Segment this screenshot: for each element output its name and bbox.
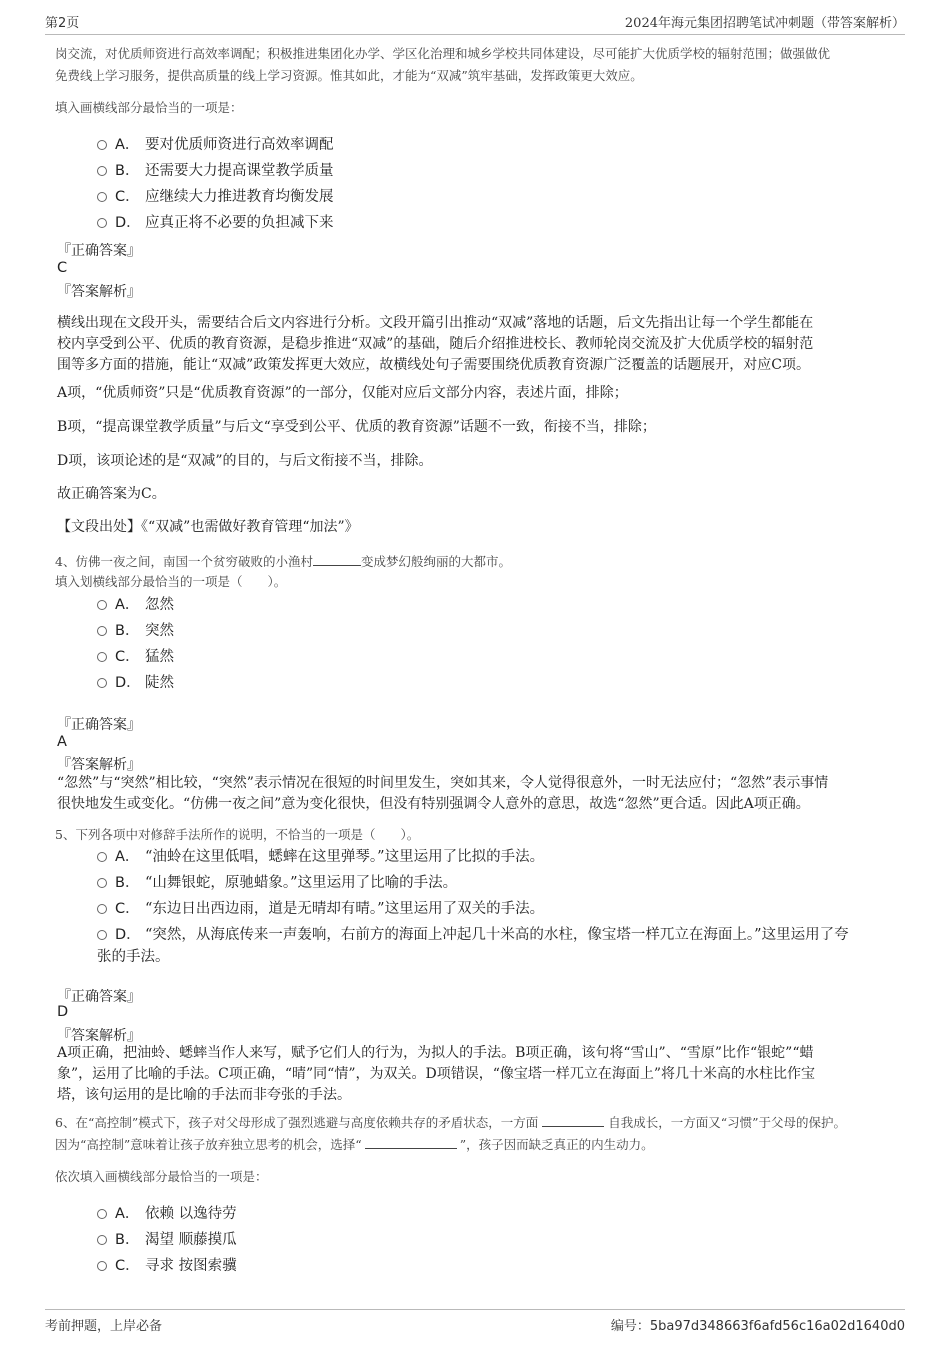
radio-icon[interactable] (97, 878, 107, 888)
q3-prompt: 填入画横线部分最恰当的一项是： (55, 100, 243, 115)
footer-slogan: 考前押题，上岸必备 (45, 1319, 163, 1334)
radio-icon[interactable] (97, 218, 107, 228)
q5-analysis (57, 1043, 815, 1106)
analysis-line: 象”，运用了比喻的手法。C项正确，“晴”同“情”，为双关。D项错误，“像宝塔一样兀立在海面上”将几十米高的水柱比作宝 (57, 1066, 816, 1082)
q3-option-d[interactable]: D． 应真正将不必要的负担减下来 (97, 212, 334, 234)
radio-icon[interactable] (97, 1261, 107, 1271)
q3-option-a[interactable]: A． 要对优质师资进行高效率调配 (97, 134, 334, 156)
q6-prompt: 依次填入画横线部分最恰当的一项是： (55, 1169, 268, 1184)
analysis-line: 很快地发生或变化。“仿佛一夜之间”意为变化很快，但没有特别强调令人意外的意思，故选“忽然”更合适。因此A项正确。 (57, 796, 810, 812)
analysis-line: 围等多方面的措施，能让“双减”政策发挥更大效应，故横线处句子需要围绕优质教育资源广泛覆盖的话题展开，对应C项。 (57, 357, 811, 373)
q4-option-a[interactable]: A． 忽然 (97, 594, 174, 616)
page-footer (45, 1309, 905, 1336)
page-header (45, 12, 905, 35)
q3-intro-line: 岗交流，对优质师资进行高效率调配；积极推进集团化办学、学区化治理和城乡学校共同体建设，尽可能扩大优质学校的辐射范围；做强做优 (55, 46, 831, 61)
analysis-line: 校内享受到公平、优质的教育资源，是稳步推进“双减”的基础，随后介绍推进校长、教师轮岗交流及扩大优质学校的辐射范 (57, 336, 814, 352)
document-title: 2024年海元集团招聘笔试冲刺题（带答案解析） (624, 16, 905, 31)
correct-answer: A (57, 734, 67, 750)
radio-icon[interactable] (97, 626, 107, 636)
q6-stem-line: 6、在“高控制”模式下，孩子对父母形成了强烈逃避与高度依赖共存的矛盾状态，一方面 自我成长，一方面又“习惯”于父母的保护。 (55, 1115, 847, 1130)
analysis-line: A项正确，把油蛉、蟋蟀当作人来写，赋予它们人的行为，为拟人的手法。B项正确，该句将“雪山”、“雪原”比作“银蛇”“蜡 (57, 1045, 814, 1061)
radio-icon[interactable] (97, 852, 107, 862)
answer-label: 『正确答案』 (57, 717, 141, 733)
q4-stem: 4、仿佛一夜之间，南国一个贫穷破败的小渔村 变成梦幻般绚丽的大都市。 (55, 554, 511, 569)
fill-blank (542, 1114, 604, 1127)
q3-source: 【文段出处】《“双减”也需做好教育管理“加法”》 (57, 519, 359, 535)
q3-intro (55, 43, 830, 87)
q5-stem: 5、下列各项中对修辞手法所作的说明，不恰当的一项是（ ）。 (55, 827, 420, 842)
q4-prompt: 填入划横线部分最恰当的一项是（ ）。 (55, 574, 287, 589)
q4-option-c[interactable]: C． 猛然 (97, 646, 174, 668)
analysis-line: 横线出现在文段开头，需要结合后文内容进行分析。文段开篇引出推动“双减”落地的话题，后文先指出让每一个学生都能在 (57, 315, 814, 331)
q5-option-b[interactable]: B． “山舞银蛇，原驰蜡象。”这里运用了比喻的手法。 (97, 872, 457, 894)
q5-option-a[interactable]: A． “油蛉在这里低唱，蟋蟀在这里弹琴。”这里运用了比拟的手法。 (97, 846, 544, 868)
analysis-label: 『答案解析』 (57, 757, 141, 773)
q3-option-c[interactable]: C． 应继续大力推进教育均衡发展 (97, 186, 334, 208)
answer-label: 『正确答案』 (57, 989, 141, 1005)
radio-icon[interactable] (97, 1209, 107, 1219)
q3-point-d: D项，该项论述的是“双减”的目的，与后文衔接不当，排除。 (57, 453, 433, 469)
analysis-label: 『答案解析』 (57, 1028, 141, 1044)
radio-icon[interactable] (97, 930, 107, 940)
q5-option-c[interactable]: C． “东边日出西边雨，道是无晴却有晴。”这里运用了双关的手法。 (97, 898, 544, 920)
document-code: 编号：5ba97d348663f6afd56c16a02d1640d0 (610, 1319, 905, 1334)
analysis-line: 塔，该句运用的是比喻的手法而非夸张的手法。 (57, 1087, 351, 1103)
radio-icon[interactable] (97, 600, 107, 610)
analysis-line: “忽然”与“突然”相比较，“突然”表示情况在很短的时间里发生，突如其来，令人觉得很意外，一时无法应付；“忽然”表示事情 (57, 775, 829, 791)
correct-answer: D (57, 1004, 69, 1020)
radio-icon[interactable] (97, 652, 107, 662)
q3-point-a: A项，“优质师资”只是“优质教育资源”的一部分，仅能对应后文部分内容，表述片面，排除； (57, 385, 628, 401)
analysis-label: 『答案解析』 (57, 284, 141, 300)
radio-icon[interactable] (97, 192, 107, 202)
radio-icon[interactable] (97, 904, 107, 914)
q6-option-a[interactable]: A． 依赖 以逸待劳 (97, 1203, 237, 1225)
q3-intro-line: 免费线上学习服务，提供高质量的线上学习资源。惟其如此，才能为“双减”筑牢基础，发挥政策更大效应。 (55, 68, 643, 83)
radio-icon[interactable] (97, 140, 107, 150)
radio-icon[interactable] (97, 166, 107, 176)
q3-analysis (57, 313, 813, 376)
q6-stem (55, 1112, 846, 1156)
radio-icon[interactable] (97, 678, 107, 688)
q6-option-b[interactable]: B． 渴望 顺藤摸瓜 (97, 1229, 237, 1251)
q3-conclusion: 故正确答案为C。 (57, 486, 166, 502)
q6-stem-line: 因为“高控制”意味着让孩子放弃独立思考的机会，选择“ ”，孩子因而缺乏真正的内生动力。 (55, 1137, 654, 1152)
q3-option-b[interactable]: B． 还需要大力提高课堂教学质量 (97, 160, 334, 182)
correct-answer: C (57, 260, 68, 276)
answer-label: 『正确答案』 (57, 243, 141, 259)
q4-option-d[interactable]: D． 陡然 (97, 672, 174, 694)
page-number: 第2页 (45, 16, 80, 31)
q5-option-d[interactable]: D． “突然，从海底传来一声轰响，右前方的海面上冲起几十米高的水柱，像宝塔一样兀立在海面上。”这里运用了夸 张的手法。 (97, 927, 849, 965)
q4-option-b[interactable]: B． 突然 (97, 620, 174, 642)
fill-blank (313, 553, 361, 566)
fill-blank (365, 1136, 457, 1149)
radio-icon[interactable] (97, 1235, 107, 1245)
q3-point-b: B项，“提高课堂教学质量”与后文“享受到公平、优质的教育资源”话题不一致，衔接不当，排除； (57, 419, 656, 435)
q4-analysis (57, 773, 828, 815)
q6-option-c[interactable]: C． 寻求 按图索骥 (97, 1255, 237, 1277)
